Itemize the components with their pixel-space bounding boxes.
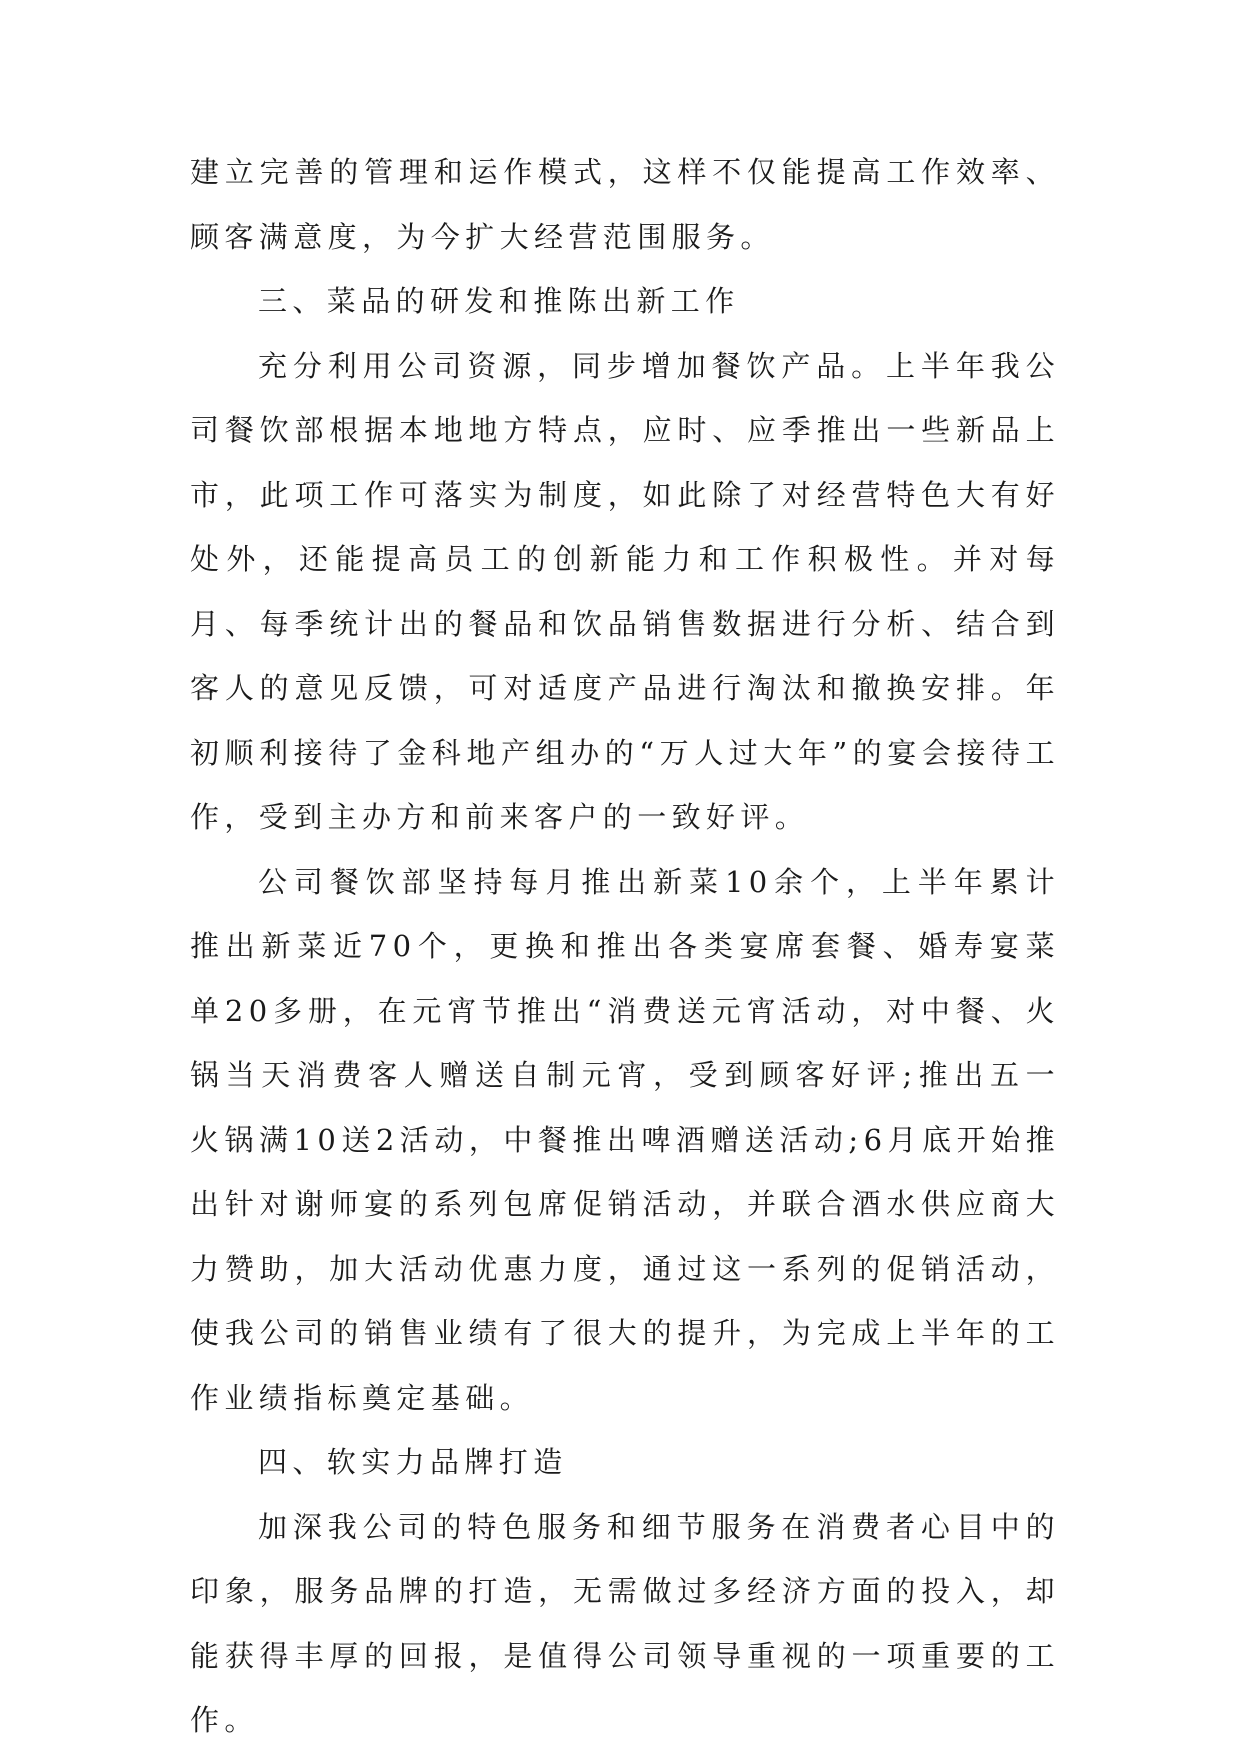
section-heading-3: 三、菜品的研发和推陈出新工作 — [258, 284, 740, 318]
paragraph-new-dishes: 公司餐饮部坚持每月推出新菜10余个，上半年累计推出新菜近70个，更换和推出各类宴席套餐、婚寿宴菜单20多册，在元宵节推出“消费送元宵活动，对中餐、火锅当天消费客人赠送自制元宵，受到顾客好评;推出五一火锅满10送2活动，中餐推出啤酒赠送活动;6月底开始推出针对谢师宴的系列包席促销活动，并联合酒水供应商大力赞助，加大活动优惠力度，通过这一系列的促销活动，使我公司的销售业绩有了很大的提升，为完成上半年的工作业绩指标奠定基础。 — [190, 864, 1060, 1415]
paragraph-continuation: 建立完善的管理和运作模式，这样不仅能提高工作效率、顾客满意度，为今扩大经营范围服务。 — [190, 155, 1060, 254]
paragraph-product-development: 充分利用公司资源，同步增加餐饮产品。上半年我公司餐饮部根据本地地方特点，应时、应季推出一些新品上市，此项工作可落实为制度，如此除了对经营特色大有好处外，还能提高员工的创新能力和工作积极性。并对每月、每季统计出的餐品和饮品销售数据进行分析、结合到客人的意见反馈，可对适度产品进行淘汰和撤换安排。年初顺利接待了金科地产组办的“万人过大年”的宴会接待工作，受到主办方和前来客户的一致好评。 — [190, 348, 1060, 834]
paragraph-brand-building: 加深我公司的特色服务和细节服务在消费者心目中的印象，服务品牌的打造，无需做过多经济方面的投入，却能获得丰厚的回报，是值得公司领导重视的一项重要的工作。 — [190, 1509, 1060, 1737]
section-heading-4: 四、软实力品牌打造 — [258, 1445, 568, 1479]
document-body — [190, 140, 1060, 1753]
